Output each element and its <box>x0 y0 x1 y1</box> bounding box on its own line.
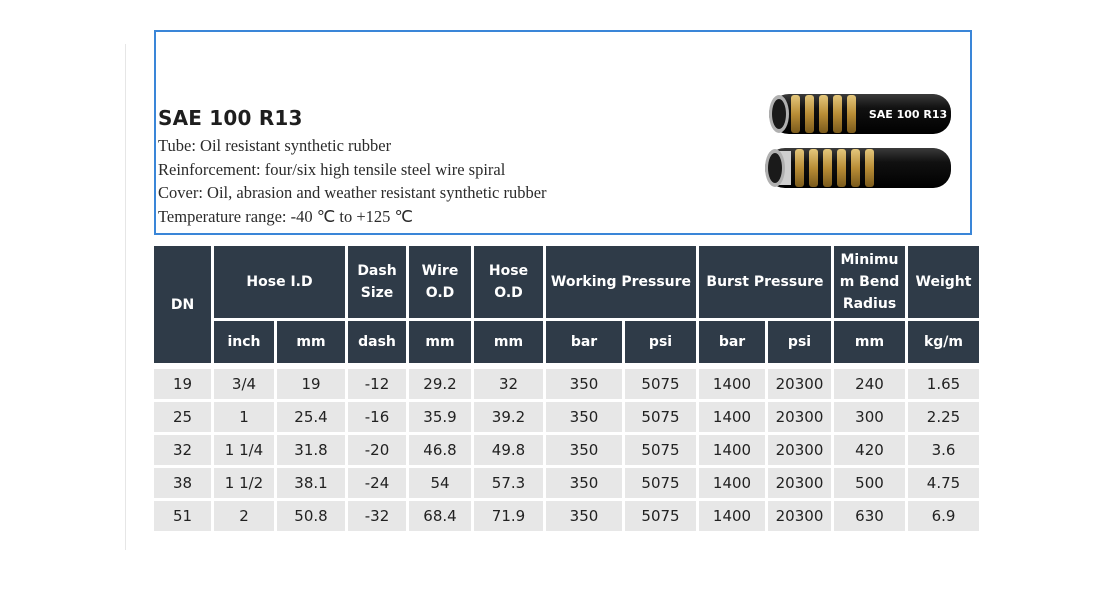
table-cell: 350 <box>546 498 622 531</box>
unit-cell: mm <box>834 318 905 363</box>
table-cell: 20300 <box>768 399 831 432</box>
unit-cell: mm <box>277 318 345 363</box>
table-cell: 630 <box>834 498 905 531</box>
upper-hose <box>769 94 951 134</box>
table-cell: 32 <box>474 363 543 399</box>
hose-image-label: SAE 100 R13 <box>868 108 948 121</box>
header-dn: DN <box>154 246 211 363</box>
header-hose-od: Hose O.D <box>474 246 543 318</box>
table-cell: 54 <box>409 465 471 498</box>
unit-cell: bar <box>546 318 622 363</box>
table-cell: 49.8 <box>474 432 543 465</box>
table-cell: 4.75 <box>908 465 979 498</box>
table-cell: 20300 <box>768 432 831 465</box>
table-cell: 20300 <box>768 498 831 531</box>
table-row <box>154 465 979 498</box>
table-cell: 31.8 <box>277 432 345 465</box>
spec-temperature: Temperature range: -40 ℃ to +125 ℃ <box>158 206 414 226</box>
table-cell: -24 <box>348 465 406 498</box>
table-cell: 71.9 <box>474 498 543 531</box>
unit-cell: inch <box>214 318 274 363</box>
table-cell: 46.8 <box>409 432 471 465</box>
table-cell: 1400 <box>699 432 765 465</box>
header-min-bend-radius: Minimu m Bend Radius <box>834 246 905 318</box>
table-cell: 5075 <box>625 363 696 399</box>
table-cell: 5075 <box>625 498 696 531</box>
table-row <box>154 432 979 465</box>
table-cell: 35.9 <box>409 399 471 432</box>
table-cell: 6.9 <box>908 498 979 531</box>
table-row <box>154 399 979 432</box>
unit-cell: psi <box>625 318 696 363</box>
table-cell: 32 <box>154 432 211 465</box>
table-cell: 240 <box>834 363 905 399</box>
table-cell: 1400 <box>699 498 765 531</box>
header-hose-id: Hose I.D <box>214 246 345 318</box>
table-cell: 20300 <box>768 465 831 498</box>
product-info-box <box>154 30 972 235</box>
table-cell: 300 <box>834 399 905 432</box>
table-cell: -32 <box>348 498 406 531</box>
table-cell: 1400 <box>699 399 765 432</box>
table-cell: -12 <box>348 363 406 399</box>
product-title: SAE 100 R13 <box>158 106 303 130</box>
table-row <box>154 498 979 531</box>
table-cell: 1 1/4 <box>214 432 274 465</box>
spec-cover: Cover: Oil, abrasion and weather resistant synthetic rubber <box>158 183 547 202</box>
unit-cell: mm <box>474 318 543 363</box>
table-cell: 350 <box>546 363 622 399</box>
table-cell: 38 <box>154 465 211 498</box>
spec-tube: Tube: Oil resistant synthetic rubber <box>158 136 392 155</box>
table-cell: 38.1 <box>277 465 345 498</box>
table-cell: 50.8 <box>277 498 345 531</box>
table-cell: 51 <box>154 498 211 531</box>
unit-cell: bar <box>699 318 765 363</box>
table-cell: 29.2 <box>409 363 471 399</box>
table-cell: 1.65 <box>908 363 979 399</box>
unit-cell: psi <box>768 318 831 363</box>
table-cell: 19 <box>277 363 345 399</box>
table-row <box>154 363 979 399</box>
table-cell: 1400 <box>699 363 765 399</box>
unit-cell: kg/m <box>908 318 979 363</box>
table-cell: -16 <box>348 399 406 432</box>
header-wire-od: Wire O.D <box>409 246 471 318</box>
table-header-row <box>154 246 979 318</box>
spec-reinforcement: Reinforcement: four/six high tensile steel wire spiral <box>158 159 506 179</box>
header-burst-pressure: Burst Pressure <box>699 246 831 318</box>
table-cell: 2.25 <box>908 399 979 432</box>
table-cell: 1400 <box>699 465 765 498</box>
unit-cell: mm <box>409 318 471 363</box>
table-cell: 1 1/2 <box>214 465 274 498</box>
table-cell: 3.6 <box>908 432 979 465</box>
table-cell: 350 <box>546 399 622 432</box>
table-units-row <box>154 318 979 363</box>
table-cell: 420 <box>834 432 905 465</box>
header-weight: Weight <box>908 246 979 318</box>
unit-cell: dash <box>348 318 406 363</box>
table-cell: 350 <box>546 432 622 465</box>
hose-product-image <box>761 82 956 192</box>
page-left-rule <box>125 44 126 550</box>
table-cell: 5075 <box>625 399 696 432</box>
table-cell: 19 <box>154 363 211 399</box>
table-cell: 20300 <box>768 363 831 399</box>
header-working-pressure: Working Pressure <box>546 246 696 318</box>
table-cell: -20 <box>348 432 406 465</box>
table-cell: 3/4 <box>214 363 274 399</box>
table-cell: 500 <box>834 465 905 498</box>
table-cell: 5075 <box>625 432 696 465</box>
lower-hose <box>765 148 951 188</box>
table-cell: 5075 <box>625 465 696 498</box>
table-cell: 25 <box>154 399 211 432</box>
table-cell: 57.3 <box>474 465 543 498</box>
header-dash-size: Dash Size <box>348 246 406 318</box>
table-cell: 68.4 <box>409 498 471 531</box>
table-cell: 350 <box>546 465 622 498</box>
table-cell: 1 <box>214 399 274 432</box>
spec-table <box>151 246 982 531</box>
table-cell: 2 <box>214 498 274 531</box>
table-cell: 39.2 <box>474 399 543 432</box>
table-cell: 25.4 <box>277 399 345 432</box>
product-description <box>158 106 547 228</box>
